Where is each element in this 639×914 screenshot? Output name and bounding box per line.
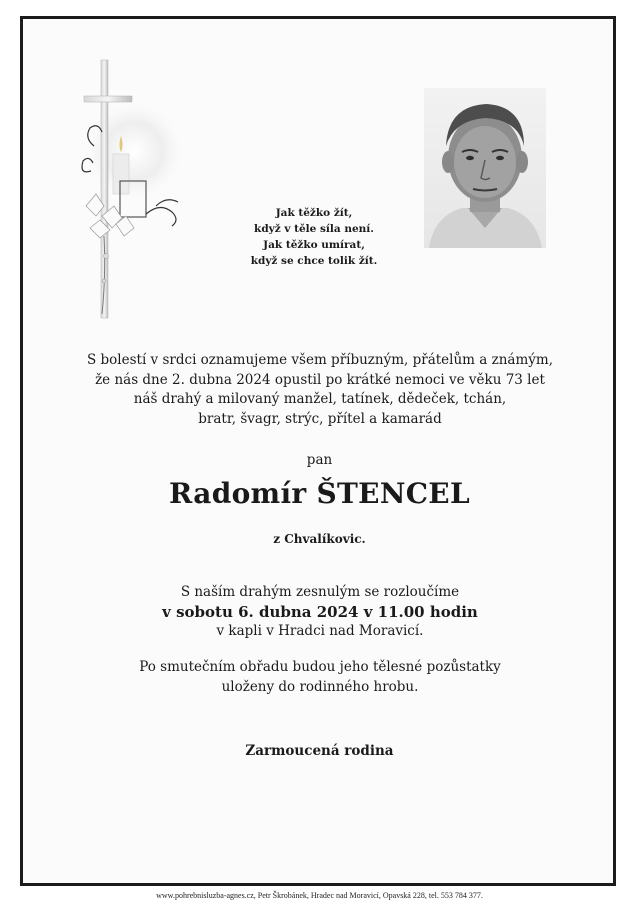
poem-line: Jak těžko žít,: [275, 207, 353, 219]
signature: Zarmoucená rodina: [245, 743, 394, 759]
poem-line: když se chce tolik žít.: [250, 255, 378, 267]
ceremony-location: v kapli v Hradci nad Moravicí.: [216, 623, 424, 639]
burial-line: uloženy do rodinného hrobu.: [221, 678, 419, 695]
announcement-line: že nás dne 2. dubna 2024 opustil po krátké nemoci ve věku 73 let: [95, 371, 545, 388]
announcement-line: S bolestí v srdci oznamujeme všem příbuzným, přátelům a známým,: [86, 352, 553, 368]
poem-line: když v těle síla není.: [254, 223, 374, 235]
announcement-line: bratr, švagr, strýc, přítel a kamarád: [198, 410, 442, 427]
ceremony-info: [60, 583, 580, 642]
burial-info: [60, 658, 580, 697]
deceased-origin: z Chvalíkovic.: [273, 532, 366, 546]
footer-contact: www.pohrebnisluzba-agnes.cz, Petr Škrobánek, Hradec nad Moravicí, Opavská 228, tel. 553 784 377.: [156, 891, 483, 900]
portrait-figure: [424, 88, 546, 248]
ceremony-intro: S naším drahým zesnulým se rozloučíme: [180, 584, 460, 600]
ceremony-datetime: v sobotu 6. dubna 2024 v 11.00 hodin: [162, 602, 478, 621]
announcement-text: [60, 351, 580, 429]
deceased-title: pan: [306, 452, 333, 468]
cross-candle-lilies-icon: [76, 56, 196, 326]
poem: [236, 205, 392, 269]
burial-line: Po smutečním obřadu budou jeho tělesné pozůstatky: [139, 659, 501, 675]
deceased-name: Radomír ŠTENCEL: [169, 477, 470, 510]
poem-line: Jak těžko umírat,: [263, 239, 365, 251]
portrait-photo: [424, 88, 546, 248]
announcement-line: náš drahý a milovaný manžel, tatínek, dědeček, tchán,: [133, 391, 507, 407]
